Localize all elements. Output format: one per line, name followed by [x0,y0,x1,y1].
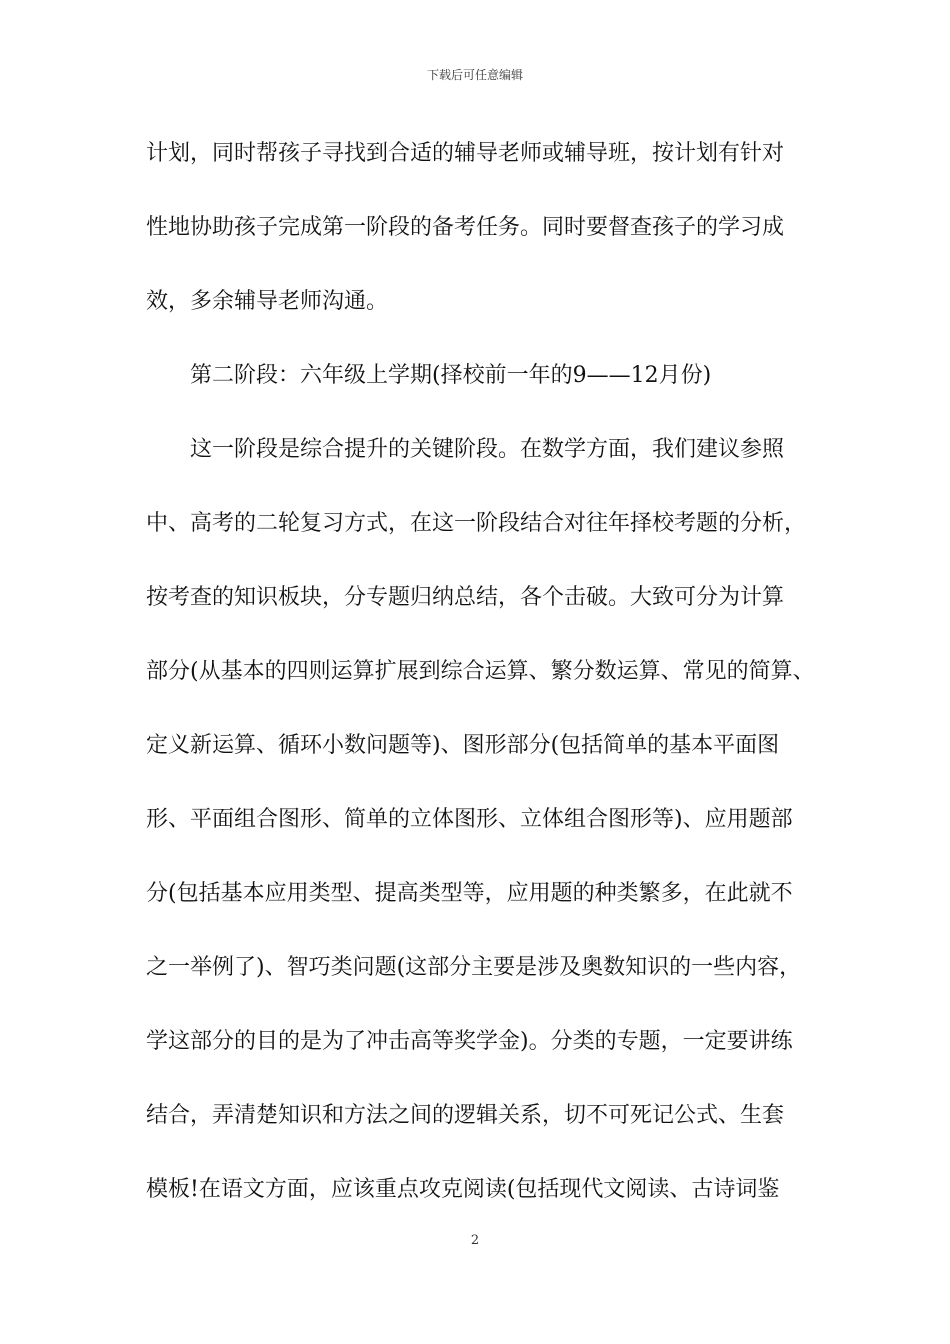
page-header: 下载后可任意编辑 [426,68,523,82]
page-number: 2 [470,1233,480,1248]
text-line: 形、平面组合图形、简单的立体图形、立体组合图形等)、应用题部 [146,807,793,832]
section-heading: 第二阶段：六年级上学期(择校前一年的9——12月份) [190,363,712,388]
text-line: 分(包括基本应用类型、提高类型等，应用题的种类繁多，在此就不 [146,881,793,906]
text-line: 这一阶段是综合提升的关键阶段。在数学方面，我们建议参照 [190,437,785,462]
text-line: 按考查的知识板块，分专题归纳总结，各个击破。大致可分为计算 [146,585,785,610]
text-line: 计划，同时帮孩子寻找到合适的辅导老师或辅导班，按计划有针对 [146,141,785,166]
text-line: 学这部分的目的是为了冲击高等奖学金)。分类的专题，一定要讲练 [146,1029,793,1054]
text-line: 性地协助孩子完成第一阶段的备考任务。同时要督查孩子的学习成 [146,215,785,240]
text-line: 结合，弄清楚知识和方法之间的逻辑关系，切不可死记公式、生套 [146,1103,785,1128]
text-line: 效，多余辅导老师沟通。 [146,289,389,314]
text-line: 部分(从基本的四则运算扩展到综合运算、繁分数运算、常见的简算、 [146,659,815,684]
text-line: 中、高考的二轮复习方式，在这一阶段结合对往年择校考题的分析， [146,511,807,536]
text-line: 定义新运算、循环小数问题等)、图形部分(包括简单的基本平面图 [146,733,780,758]
text-line: 之一举例了)、智巧类问题(这部分主要是涉及奥数知识的一些内容， [146,955,802,980]
text-line: 模板!在语文方面，应该重点攻克阅读(包括现代文阅读、古诗词鉴 [146,1177,780,1202]
